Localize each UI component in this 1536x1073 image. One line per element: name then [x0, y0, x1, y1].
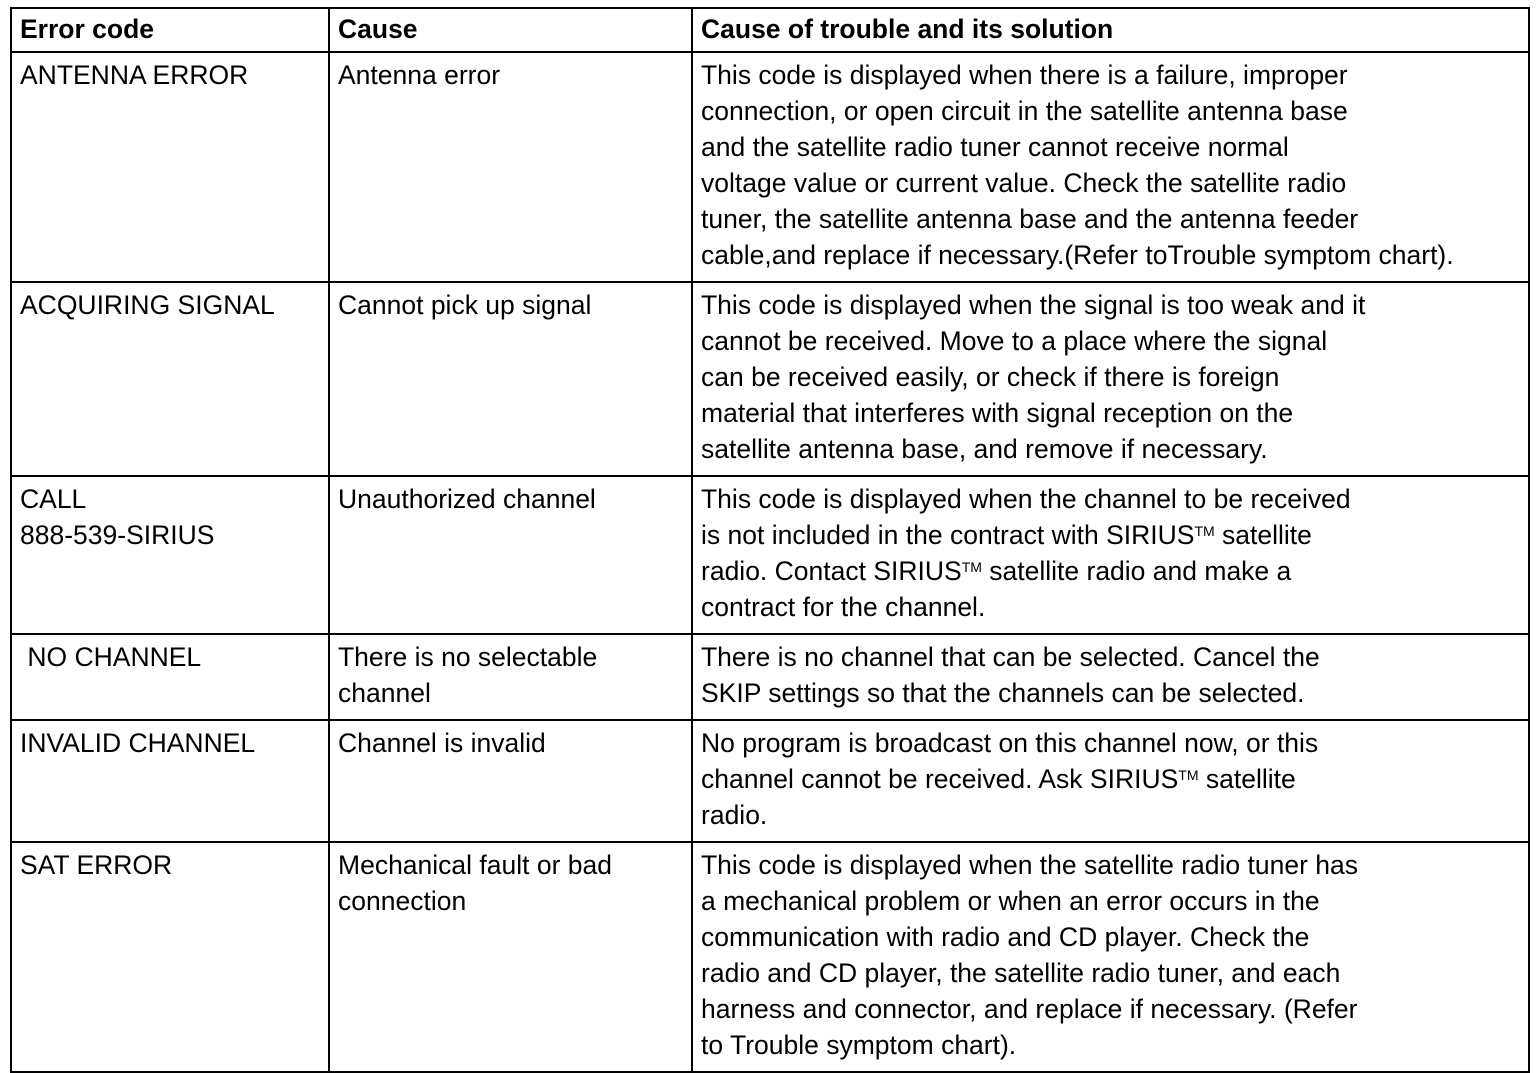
table-row: [11, 842, 1529, 1072]
solution-cell: This code is displayed when the satellite radio tuner has a mechanical problem or when an error occurs in the communication with radio and CD player. Check the radio and CD player, the satellite radio tuner, and each harness and connector, and replace if necessary. (Refer to Trouble symptom chart).: [692, 842, 1529, 1072]
error-code-cell: CALL 888-539-SIRIUS: [11, 476, 329, 634]
solution-cell: [692, 720, 1529, 842]
error-code-cell: INVALID CHANNEL: [11, 720, 329, 842]
solution-cell: This code is displayed when the signal is too weak and it cannot be received. Move to a place where the signal can be received easily, or check if there is foreign material that interferes with signal reception on the satellite antenna base, and remove if necessary.: [692, 282, 1529, 476]
trademark-mark: TM: [1194, 523, 1215, 539]
error-code-cell: ANTENNA ERROR: [11, 52, 329, 282]
solution-text: satellite radio. Contact SIRIUS: [701, 520, 1312, 586]
table-row: [11, 52, 1529, 282]
cause-cell: Antenna error: [329, 52, 692, 282]
header-solution: Cause of trouble and its solution: [692, 8, 1529, 52]
solution-cell: There is no channel that can be selected. Cancel the SKIP settings so that the channels can be selected.: [692, 634, 1529, 720]
error-code-table: [10, 7, 1530, 1073]
solution-cell: This code is displayed when there is a failure, improper connection, or open circuit in the satellite antenna base and the satellite radio tuner cannot receive normal voltage value or current value. Check the satellite radio tuner, the satellite antenna base and the antenna feeder cable,and replace if necessary.(Refer toTrouble symptom chart).: [692, 52, 1529, 282]
error-code-cell: ACQUIRING SIGNAL: [11, 282, 329, 476]
table-row: [11, 720, 1529, 842]
table-row: [11, 476, 1529, 634]
header-error-code: Error code: [11, 8, 329, 52]
cause-cell: Mechanical fault or bad connection: [329, 842, 692, 1072]
solution-text: This code is displayed when the channel to be received is not included in the contract with SIRIUS: [701, 484, 1351, 550]
table-row: [11, 282, 1529, 476]
solution-text: satellite radio.: [701, 764, 1296, 830]
trademark-mark: TM: [1178, 767, 1199, 783]
cause-cell: There is no selectable channel: [329, 634, 692, 720]
solution-text: No program is broadcast on this channel now, or this channel cannot be received. Ask SIRIUS: [701, 728, 1319, 794]
solution-text: satellite radio and make a contract for the channel.: [701, 556, 1292, 622]
solution-cell: [692, 476, 1529, 634]
table-row: [11, 634, 1529, 720]
trademark-mark: TM: [961, 559, 982, 575]
error-code-cell: SAT ERROR: [11, 842, 329, 1072]
header-cause: Cause: [329, 8, 692, 52]
error-code-cell: NO CHANNEL: [11, 634, 329, 720]
cause-cell: Channel is invalid: [329, 720, 692, 842]
table-header-row: [11, 8, 1529, 52]
cause-cell: Cannot pick up signal: [329, 282, 692, 476]
cause-cell: Unauthorized channel: [329, 476, 692, 634]
